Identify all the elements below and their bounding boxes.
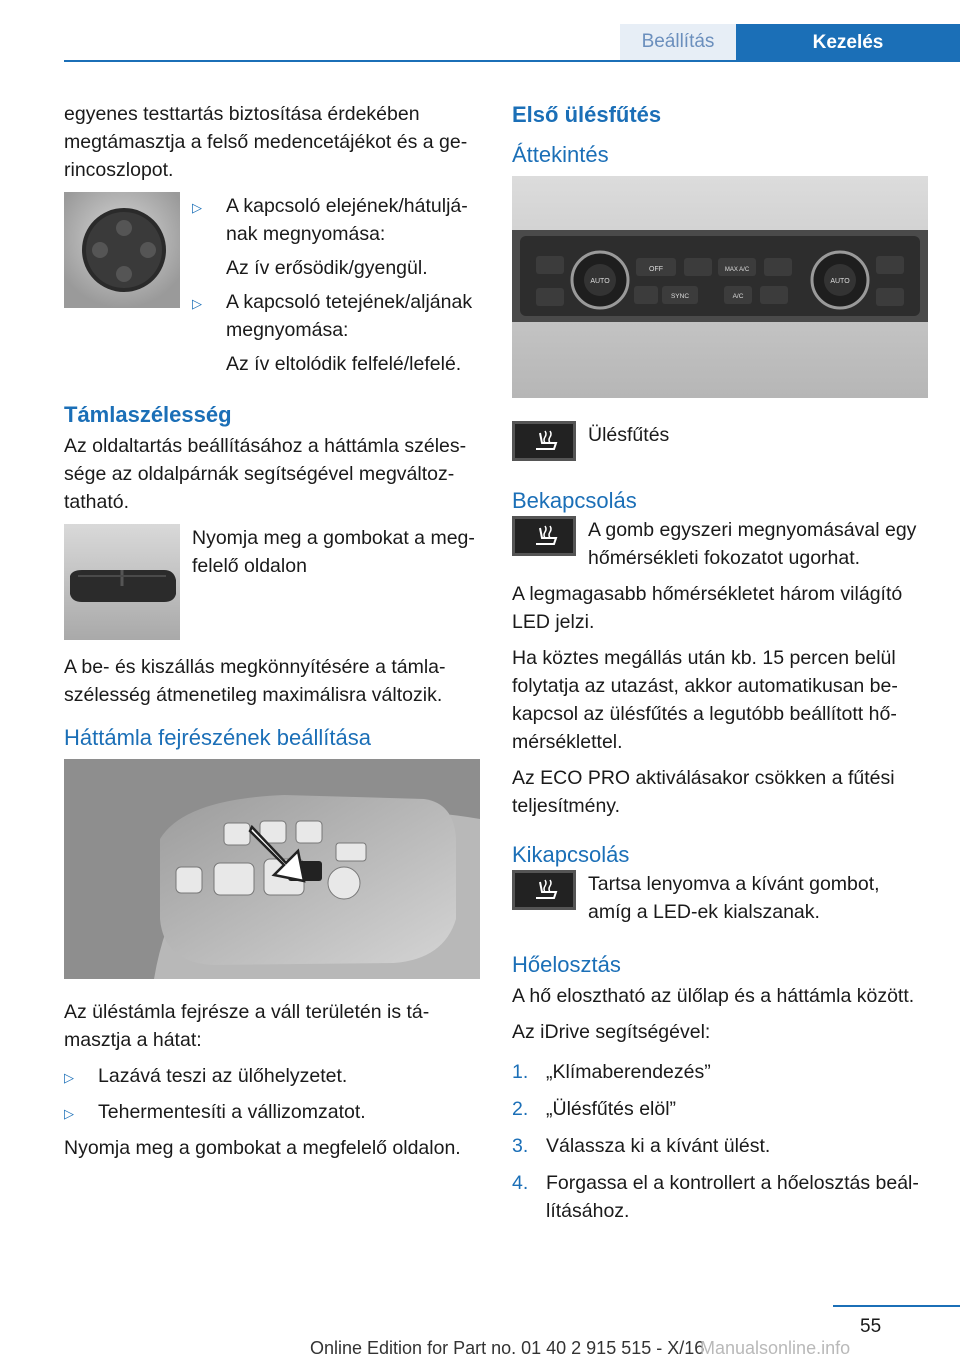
switch-on-fig-text: A gomb egyszeri megnyomásával egy hőmérsékleti fokozatot ugorhat. (588, 519, 917, 569)
seat-heating-heading: Első ülésfűtés (512, 102, 662, 127)
triangle-icon: ▷ (64, 1106, 74, 1121)
sync-label: SYNC (670, 293, 690, 300)
headrest-bullet-1: ▷ Lazává teszi az ülőhelyzetet. (64, 1062, 480, 1092)
backrest-width-text: Az oldaltartás beállításához a háttámla szélessége az oldalpárnák segítségével megváltoztatható. (64, 435, 467, 513)
edition-text: Online Edition for Part no. 01 40 2 915 515 - X/16 (310, 1338, 705, 1358)
tab-beallitas[interactable]: Beállítás (620, 24, 736, 60)
seat-heating-label: Ülésfűtés (588, 424, 670, 446)
switch-on-p1: A legmagasabb hőmérsékletet három világító LED jelzi. (512, 583, 903, 633)
seat-heating-button-icon (512, 870, 576, 926)
switch-off-heading: Kikapcsolás (512, 842, 630, 867)
auto-right-label: AUTO (830, 278, 850, 285)
left-column (64, 100, 480, 1170)
seat-controls-image (64, 759, 480, 984)
auto-left-label: AUTO (590, 278, 610, 285)
heat-distribution-p1: A hő elosztható az ülőlap és a háttámla között. (512, 985, 915, 1007)
heat-distribution-heading: Hőelosztás (512, 952, 621, 977)
header-rule (64, 60, 960, 62)
max-ac-label: MAX A/C (724, 267, 750, 273)
lumbar-block (64, 192, 480, 384)
intro-text: egyenes testtartás biztosítása érdekében megtámasztja a felső medencetájékot és a gerincoszlopot. (64, 103, 468, 181)
climate-panel-image (512, 176, 928, 403)
switch-on-heading: Bekapcsolás (512, 488, 637, 513)
triangle-icon: ▷ (192, 296, 202, 311)
switch-on-block (512, 516, 928, 572)
overview-heading: Áttekintés (512, 142, 609, 167)
page-header (0, 0, 960, 62)
triangle-icon: ▷ (192, 200, 202, 215)
switch-off-fig-text: Tartsa lenyomva a kívánt gombot, amíg a LED-ek kialszanak. (588, 873, 880, 923)
backrest-width-heading: Támlaszélesség (64, 402, 232, 427)
heat-distribution-p2: Az iDrive segítségével: (512, 1021, 711, 1043)
step-1: 1. „Klímaberendezés” (512, 1061, 711, 1083)
backrest-width-button-image (64, 524, 180, 645)
ac-label: A/C (732, 293, 744, 300)
lumbar-switch-image (64, 192, 180, 384)
seat-heating-button-icon (512, 516, 576, 572)
headrest-final: Nyomja meg a gombokat a megfelelő oldalon. (64, 1137, 461, 1159)
switch-on-p2: Ha köztes megállás után kb. 15 percen belül folytatja az utazást, akkor automatikusan bekapcsol az ülésfűtés a legutóbb beállított hőmérséklettel. (512, 647, 898, 753)
backrest-width-block (64, 524, 480, 645)
lumbar-bullet-2: ▷ A kapcsoló tetejének/aljának megnyomása: Az ív eltolódik felfelé/lefelé. (192, 288, 480, 378)
headrest-heading: Háttámla fejrészének beállítása (64, 725, 371, 750)
seat-heating-legend (512, 421, 928, 466)
backrest-width-fig-text: Nyomja meg a gombokat a megfelelő oldalon (192, 527, 475, 577)
step-3: 3. Válassza ki a kívánt ülést. (512, 1135, 771, 1157)
switch-off-block (512, 870, 928, 926)
step-2: 2. „Ülésfűtés elöl” (512, 1098, 677, 1120)
right-column (512, 100, 928, 1234)
headrest-text: Az üléstámla fejrésze a váll területén is támasztja a hátat: (64, 1001, 430, 1051)
page-number: 55 (860, 1316, 882, 1337)
seat-heating-button-icon (512, 421, 576, 466)
tab-kezeles[interactable]: Kezelés (736, 24, 960, 62)
switch-on-p3: Az ECO PRO aktiválásakor csökken a fűtési teljesítmény. (512, 767, 895, 817)
watermark: Manualsonline.info (700, 1338, 851, 1358)
backrest-width-note: A be- és kiszállás megkönnyítésére a támlaszélesség átmenetileg maximálisra változik. (64, 656, 446, 706)
step-4: 4. Forgassa el a kontrollert a hőelosztás beállításához. (512, 1172, 919, 1222)
off-label: OFF (649, 266, 663, 273)
triangle-icon: ▷ (64, 1070, 74, 1085)
headrest-bullets (64, 1062, 480, 1128)
steps-list (512, 1058, 928, 1225)
lumbar-bullet-1: ▷ A kapcsoló elejének/hátuljának megnyomása: Az ív erősödik/gyengül. (192, 192, 480, 282)
footer-rule (833, 1305, 960, 1307)
headrest-bullet-2: ▷ Tehermentesíti a vállizomzatot. (64, 1098, 480, 1128)
